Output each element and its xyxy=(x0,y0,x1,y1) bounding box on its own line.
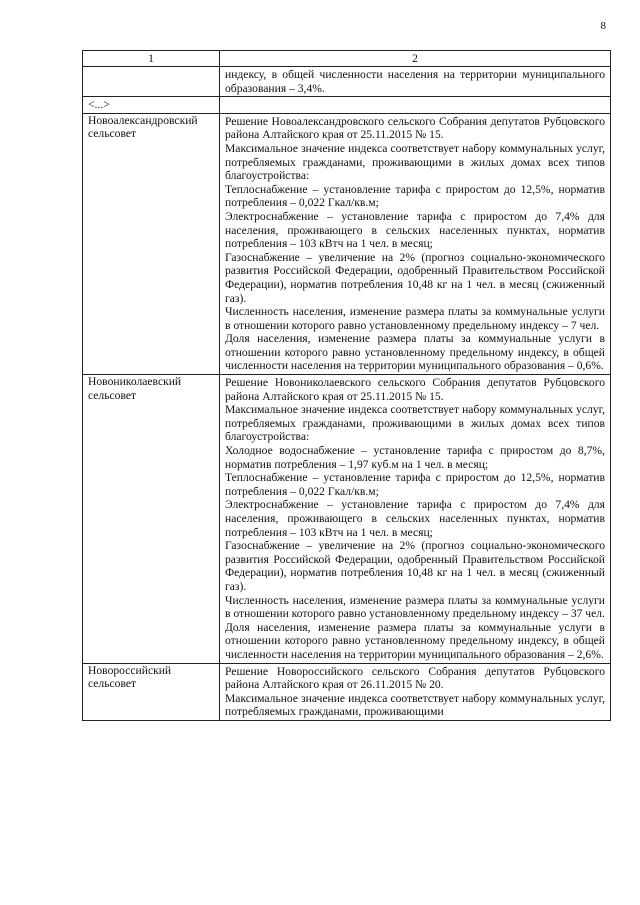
continuation-row xyxy=(83,67,611,97)
decision-paragraph: Максимальное значение индекса соответствует набору коммунальных услуг, потребляемых гражданами, проживающими в жилых домах всех типов благоустройства: xyxy=(225,141,605,183)
decision-paragraph: Решение Новоалександровского сельского Собрания депутатов Рубцовского района Алтайского края от 25.11.2015 № 15. xyxy=(225,114,605,142)
decision-paragraph: Теплоснабжение – установление тарифа с приростом до 12,5%, норматив потребления – 0,022 Гкал/кв.м; xyxy=(225,182,605,210)
decision-paragraph: Холодное водоснабжение – установление тарифа с приростом до 8,7%, норматив потребления – 1,97 куб.м на 1 чел. в месяц; xyxy=(225,444,605,471)
municipal-index-table xyxy=(82,50,611,721)
header-col-1: 1 xyxy=(83,51,220,67)
table-header-row xyxy=(83,51,611,67)
ellipsis-row xyxy=(83,97,611,114)
municipality-name: Новоалександровский сельсовет xyxy=(83,113,220,374)
decision-paragraph: Доля населения, изменение размера платы за коммунальные услуги в отношении которого равно установленному предельному индексу, в общей численности населения на территории муниципального образования – 2,6%. xyxy=(225,620,605,661)
decision-paragraph: Численность населения, изменение размера платы за коммунальные услуги в отношении которого равно установленному предельному индексу – 7 чел. xyxy=(225,305,605,332)
municipality-row xyxy=(83,663,611,720)
decision-paragraph: Электроснабжение – установление тарифа с приростом до 7,4% для населения, проживающего в сельских населенных пунктах, норматив потребления – 103 кВтч на 1 чел. в месяц; xyxy=(225,209,605,251)
decision-paragraph: Численность населения, изменение размера платы за коммунальные услуги в отношении которого равно установленному предельному индексу – 37 чел. xyxy=(225,593,605,621)
municipality-name: Новониколаевский сельсовет xyxy=(83,375,220,663)
municipality-decision xyxy=(220,663,611,720)
ellipsis-empty-cell xyxy=(220,97,611,114)
decision-paragraph: Газоснабжение – увеличение на 2% (прогноз социально-экономического развития Российской Федерации, одобренный Правительством Российской Федерации), норматив потребления 10,48 кг на 1 чел. в месяц (сжиженный газ). xyxy=(225,539,605,593)
decision-paragraph: Теплоснабжение – установление тарифа с приростом до 12,5%, норматив потребления – 0,022 Гкал/кв.м; xyxy=(225,471,605,498)
municipality-row xyxy=(83,375,611,663)
ellipsis-cell: <...> xyxy=(83,97,220,114)
decision-paragraph: Максимальное значение индекса соответствует набору коммунальных услуг, потребляемых гражданами, проживающими xyxy=(225,691,605,719)
decision-paragraph: Решение Новороссийского сельского Собрания депутатов Рубцовского района Алтайского края от 26.11.2015 № 20. xyxy=(225,664,605,692)
continuation-empty-cell xyxy=(83,67,220,97)
continuation-text: индексу, в общей численности населения на территории муниципального образования – 3,4%. xyxy=(225,68,605,95)
municipality-decision xyxy=(220,375,611,663)
municipality-name: Новороссийский сельсовет xyxy=(83,663,220,720)
decision-paragraph: Газоснабжение – увеличение на 2% (прогноз социально-экономического развития Российской Федерации, одобренный Правительством Российской Федерации), норматив потребления 10,48 кг на 1 чел. в месяц (сжиженный газ). xyxy=(225,250,605,305)
header-col-2: 2 xyxy=(220,51,611,67)
decision-paragraph: Доля населения, изменение размера платы за коммунальные услуги в отношении которого равно установленному предельному индексу, в общей численности населения на территории муниципального образования – 0,6%. xyxy=(225,332,605,373)
page-number: 8 xyxy=(600,20,606,32)
decision-paragraph: Максимальное значение индекса соответствует набору коммунальных услуг, потребляемых гражданами, проживающими в жилых домах всех типов благоустройства: xyxy=(225,403,605,444)
decision-paragraph: Электроснабжение – установление тарифа с приростом до 7,4% для населения, проживающего в сельских населенных пунктах, норматив потребления – 103 кВтч на 1 чел. в месяц; xyxy=(225,498,605,539)
decision-paragraph: Решение Новониколаевского сельского Собрания депутатов Рубцовского района Алтайского края от 25.11.2015 № 15. xyxy=(225,376,605,403)
municipality-row xyxy=(83,113,611,374)
municipality-decision xyxy=(220,113,611,374)
